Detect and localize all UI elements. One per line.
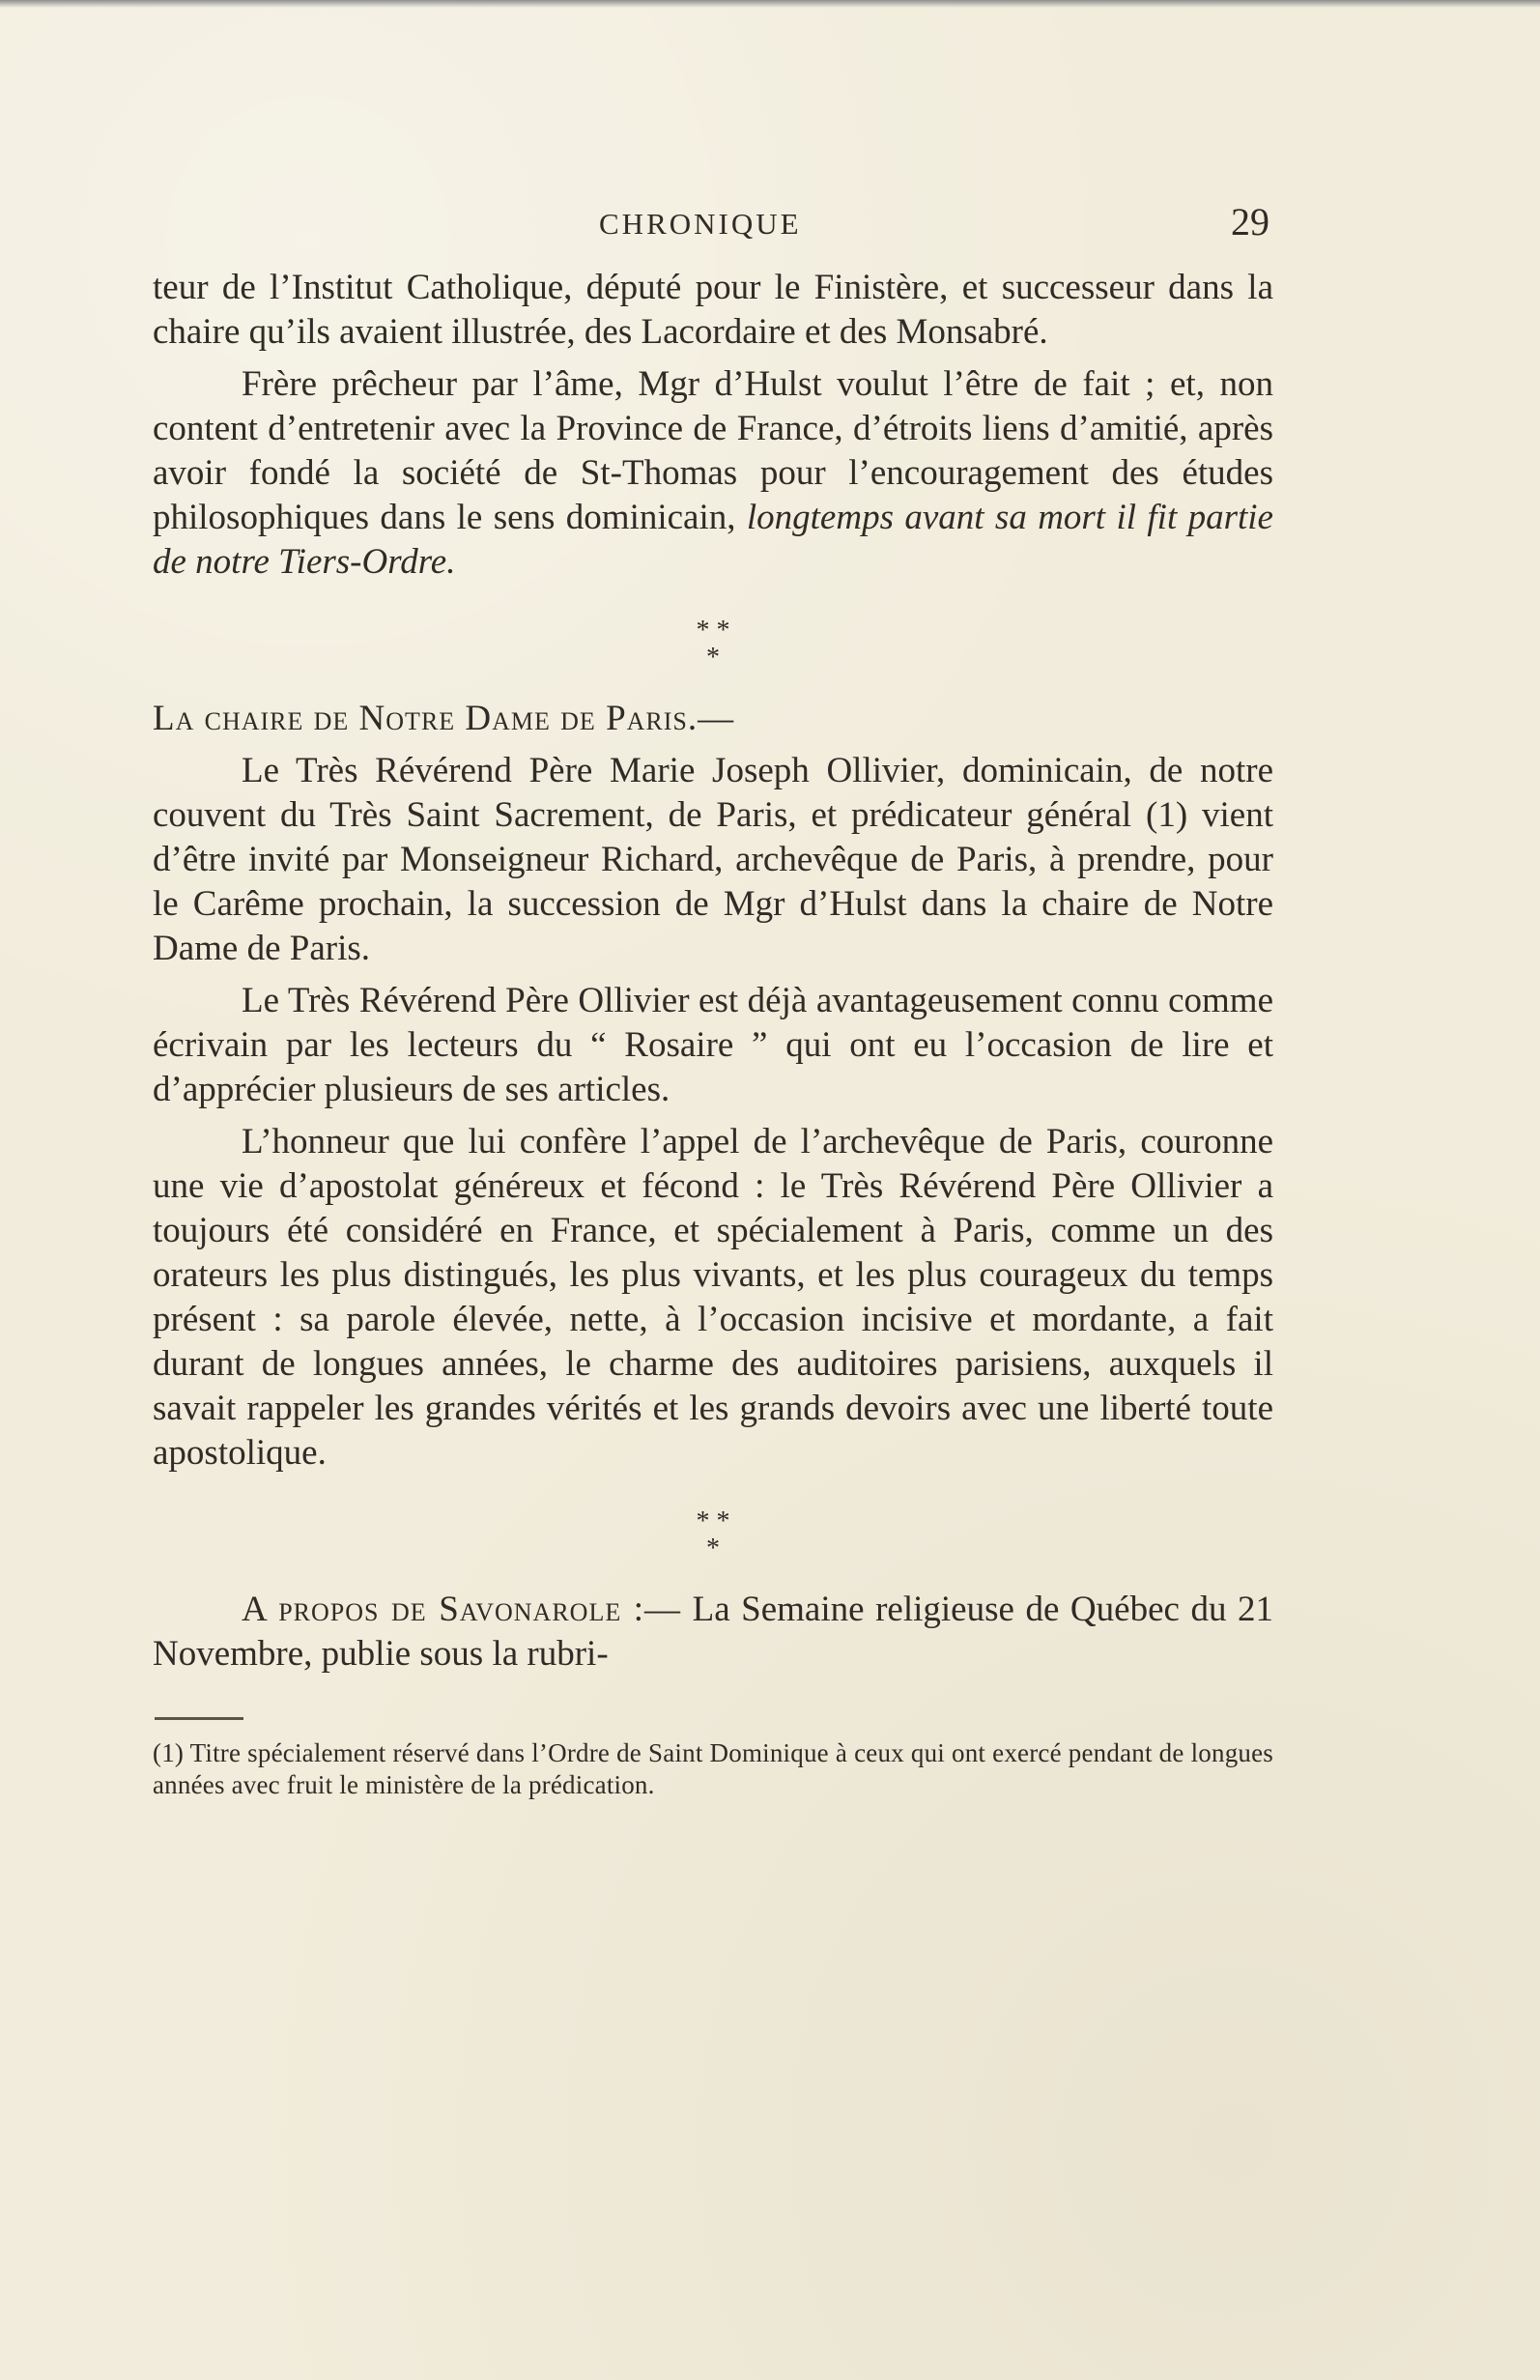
section-separator-2: * * * xyxy=(696,1506,730,1563)
paragraph-2-italic: longtemps avant sa mort il fit partie de notre Tiers-Ordre. xyxy=(153,498,1273,582)
section-2-text: La Semaine religieuse de Québec du 21 Novembre, publie sous la rubri- xyxy=(153,1590,1273,1674)
section-1-paragraph-3: L’honneur que lui confère l’appel de l’archevêque de Paris, couronne une vie d’apostolat généreux et fécond : le Très Révérend Père Ollivier a toujours été considéré en France, et spécialement à Paris, comme un des orateurs les plus distingués, les plus vivants, et les plus courageux du temps présent : sa parole élevée, nette, à l’occasion incisive et mordante, a fait durant de longues années, le charme des auditoires parisiens, auxquels il savait rappeler les grandes vérités et les grands devoirs avec une liberté toute apostolique. xyxy=(153,1122,1273,1473)
page-top-border xyxy=(0,0,1540,8)
section-heading-notre-dame: La chaire de Notre Dame de Paris.— xyxy=(153,699,735,738)
section-separator-1: * * * xyxy=(696,616,730,673)
paragraph-2-main: Frère prêcheur par l’âme, Mgr d’Hulst voulut l’être de fait ; et, non content d’entretenir avec la Province de France, d’étroits liens d’amitié, après avoir fondé la société de St-Thomas pour l’encouragement des études philosophiques dans le sens dominicain, xyxy=(153,364,1273,537)
section-heading-savonarole: A propos de Savonarole :— xyxy=(242,1590,682,1629)
section-1-paragraph-2: Le Très Révérend Père Ollivier est déjà avantageusement connu comme écrivain par les lecteurs du “ Rosaire ” qui ont eu l’occasion de lire et d’apprécier plusieurs de ses articles. xyxy=(153,981,1273,1109)
paragraph-1: teur de l’Institut Catholique, député pour le Finistère, et successeur dans la chaire qu’ils avaient illustrée, des Lacordaire et des Monsabré. xyxy=(153,268,1273,352)
section-2-paragraph xyxy=(153,1588,1273,1677)
footnote-rule xyxy=(155,1717,243,1720)
paragraph-2 xyxy=(153,362,1273,585)
page-content xyxy=(153,266,1273,1827)
footnote: (1) Titre spécialement réservé dans l’Ordre de Saint Dominique à ceux qui ont exercé pendant de longues années avec fruit le ministère de la prédication. xyxy=(153,1738,1273,1799)
page-number: 29 xyxy=(1231,200,1269,244)
section-1-paragraph-1: Le Très Révérend Père Marie Joseph Ollivier, dominicain, de notre couvent du Très Saint Sacrement, de Paris, et prédicateur général (1) vient d’être invité par Monseigneur Richard, archevêque de Paris, à prendre, pour le Carême prochain, la succession de Mgr d’Hulst dans la chaire de Notre Dame de Paris. xyxy=(153,751,1273,968)
running-head: CHRONIQUE xyxy=(599,207,802,241)
